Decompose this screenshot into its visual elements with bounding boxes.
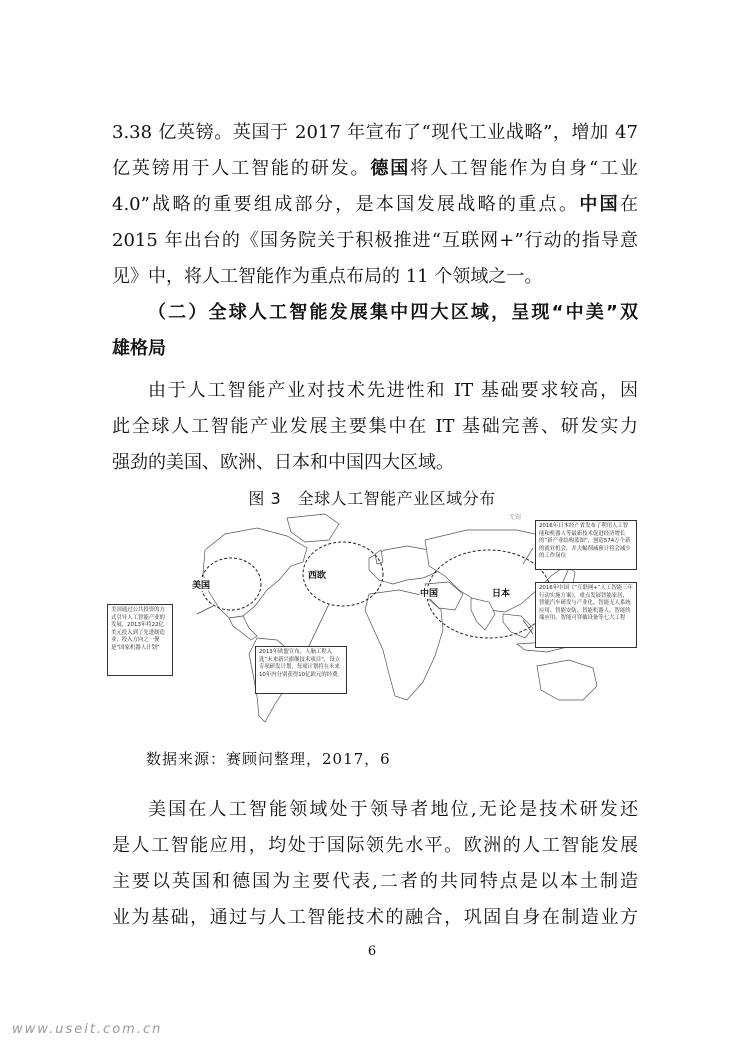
text-line [112, 187, 638, 223]
southeast-asia [503, 614, 533, 638]
bold-country-germany: 德国 [370, 158, 411, 179]
world-map-figure [107, 510, 640, 740]
region-label-china: 中国 [419, 586, 439, 599]
figure-source: 数据来源：赛顾问整理，2017，6 [146, 750, 391, 768]
callout-japan: 2016年日本经产省发布了利用人工智能和机器人等最新技术促进经济增长的“新产业结构蓝图”，创造574万个新的就业机会，并大幅削减预计将会减少的工作岗位 [535, 520, 637, 570]
heading-line: 雄格局 [112, 338, 166, 359]
region-label-europe: 西欧 [307, 568, 327, 581]
bold-country-china: 中国 [579, 194, 621, 215]
greenland [287, 514, 339, 542]
callout-connector [197, 606, 213, 614]
africa [365, 590, 443, 700]
intro-paragraph [112, 115, 638, 295]
text-line: 3.38 亿英镑。英国于 2017 年宣布了“现代工业战略”，增加 47 [112, 122, 638, 143]
text-line: 此全球人工智能产业发展主要集中在 IT 基础完善、研发实力 [112, 416, 638, 437]
text-span: 亿英镑用于人工智能的研发。 [112, 158, 371, 179]
text-span: 在 [620, 194, 639, 215]
region-label-japan: 日本 [491, 586, 511, 599]
callout-connector [307, 604, 329, 650]
watermark: www.useit.com.cn [12, 1022, 163, 1037]
text-line: 美国在人工智能领域处于领导者地位,无论是技术研发还 [148, 799, 638, 820]
text-line: 强劲的美国、欧洲、日本和中国四大区域。 [112, 452, 454, 473]
corner-mark: 无锡 [509, 514, 522, 521]
callout-usa: 美国通过公共投资的方式引导人工智能产业的发展，2013年将22亿美元投入到了先进制造业，投入方向之一便是“国家机器人计划” [107, 604, 173, 676]
text-line: 由于人工智能产业对技术先进性和 IT 基础要求较高，因 [148, 380, 638, 401]
text-line: 主要以英国和德国为主要代表,二者的共同特点是以本土制造 [112, 871, 638, 892]
north-america [203, 528, 307, 618]
text-span: 将人工智能作为自身“工业 [410, 158, 639, 179]
central-america [229, 616, 257, 640]
callout-europe: 2013年欧盟宣布，人脑工程入选“未来新兴旗舰技术项目”，设立专项研发计划，每项计划将在未来10年内分别获得10亿欧元的经费。 [255, 646, 347, 694]
text-line [112, 151, 638, 187]
callout-china: 2016年中国《“互联网+”人工智能三年行动实施方案》，重点发展智能家居、智能汽车研发与产业化、智能无人系统应用、智能安防、智能机器人、智能终端应用、智能可穿戴设备等七大工程 [535, 582, 637, 648]
australia [537, 660, 597, 700]
heading-line: （二）全球人工智能发展集中四大区域，呈现“中美”双 [148, 302, 638, 323]
text-line: 2015 年出台的《国务院关于积极推进“互联网+”行动的指导意 [112, 230, 638, 251]
text-line: 见》中，将人工智能作为重点布局的 11 个领域之一。 [112, 266, 543, 287]
text-line: 业为基础，通过与人工智能技术的融合，巩固自身在制造业方 [112, 907, 638, 928]
text-span: 4.0”战略的重要组成部分，是本国发展战略的重点。 [112, 194, 580, 215]
closing-paragraph [112, 792, 638, 936]
page-number: 6 [367, 944, 377, 959]
body-paragraph [112, 373, 638, 481]
figure-title: 图 3 全球人工智能产业区域分布 [248, 489, 496, 508]
section-heading [112, 295, 638, 367]
region-label-usa: 美国 [191, 578, 211, 591]
text-line: 是人工智能应用，均处于国际领先水平。欧洲的人工智能发展 [112, 835, 638, 856]
